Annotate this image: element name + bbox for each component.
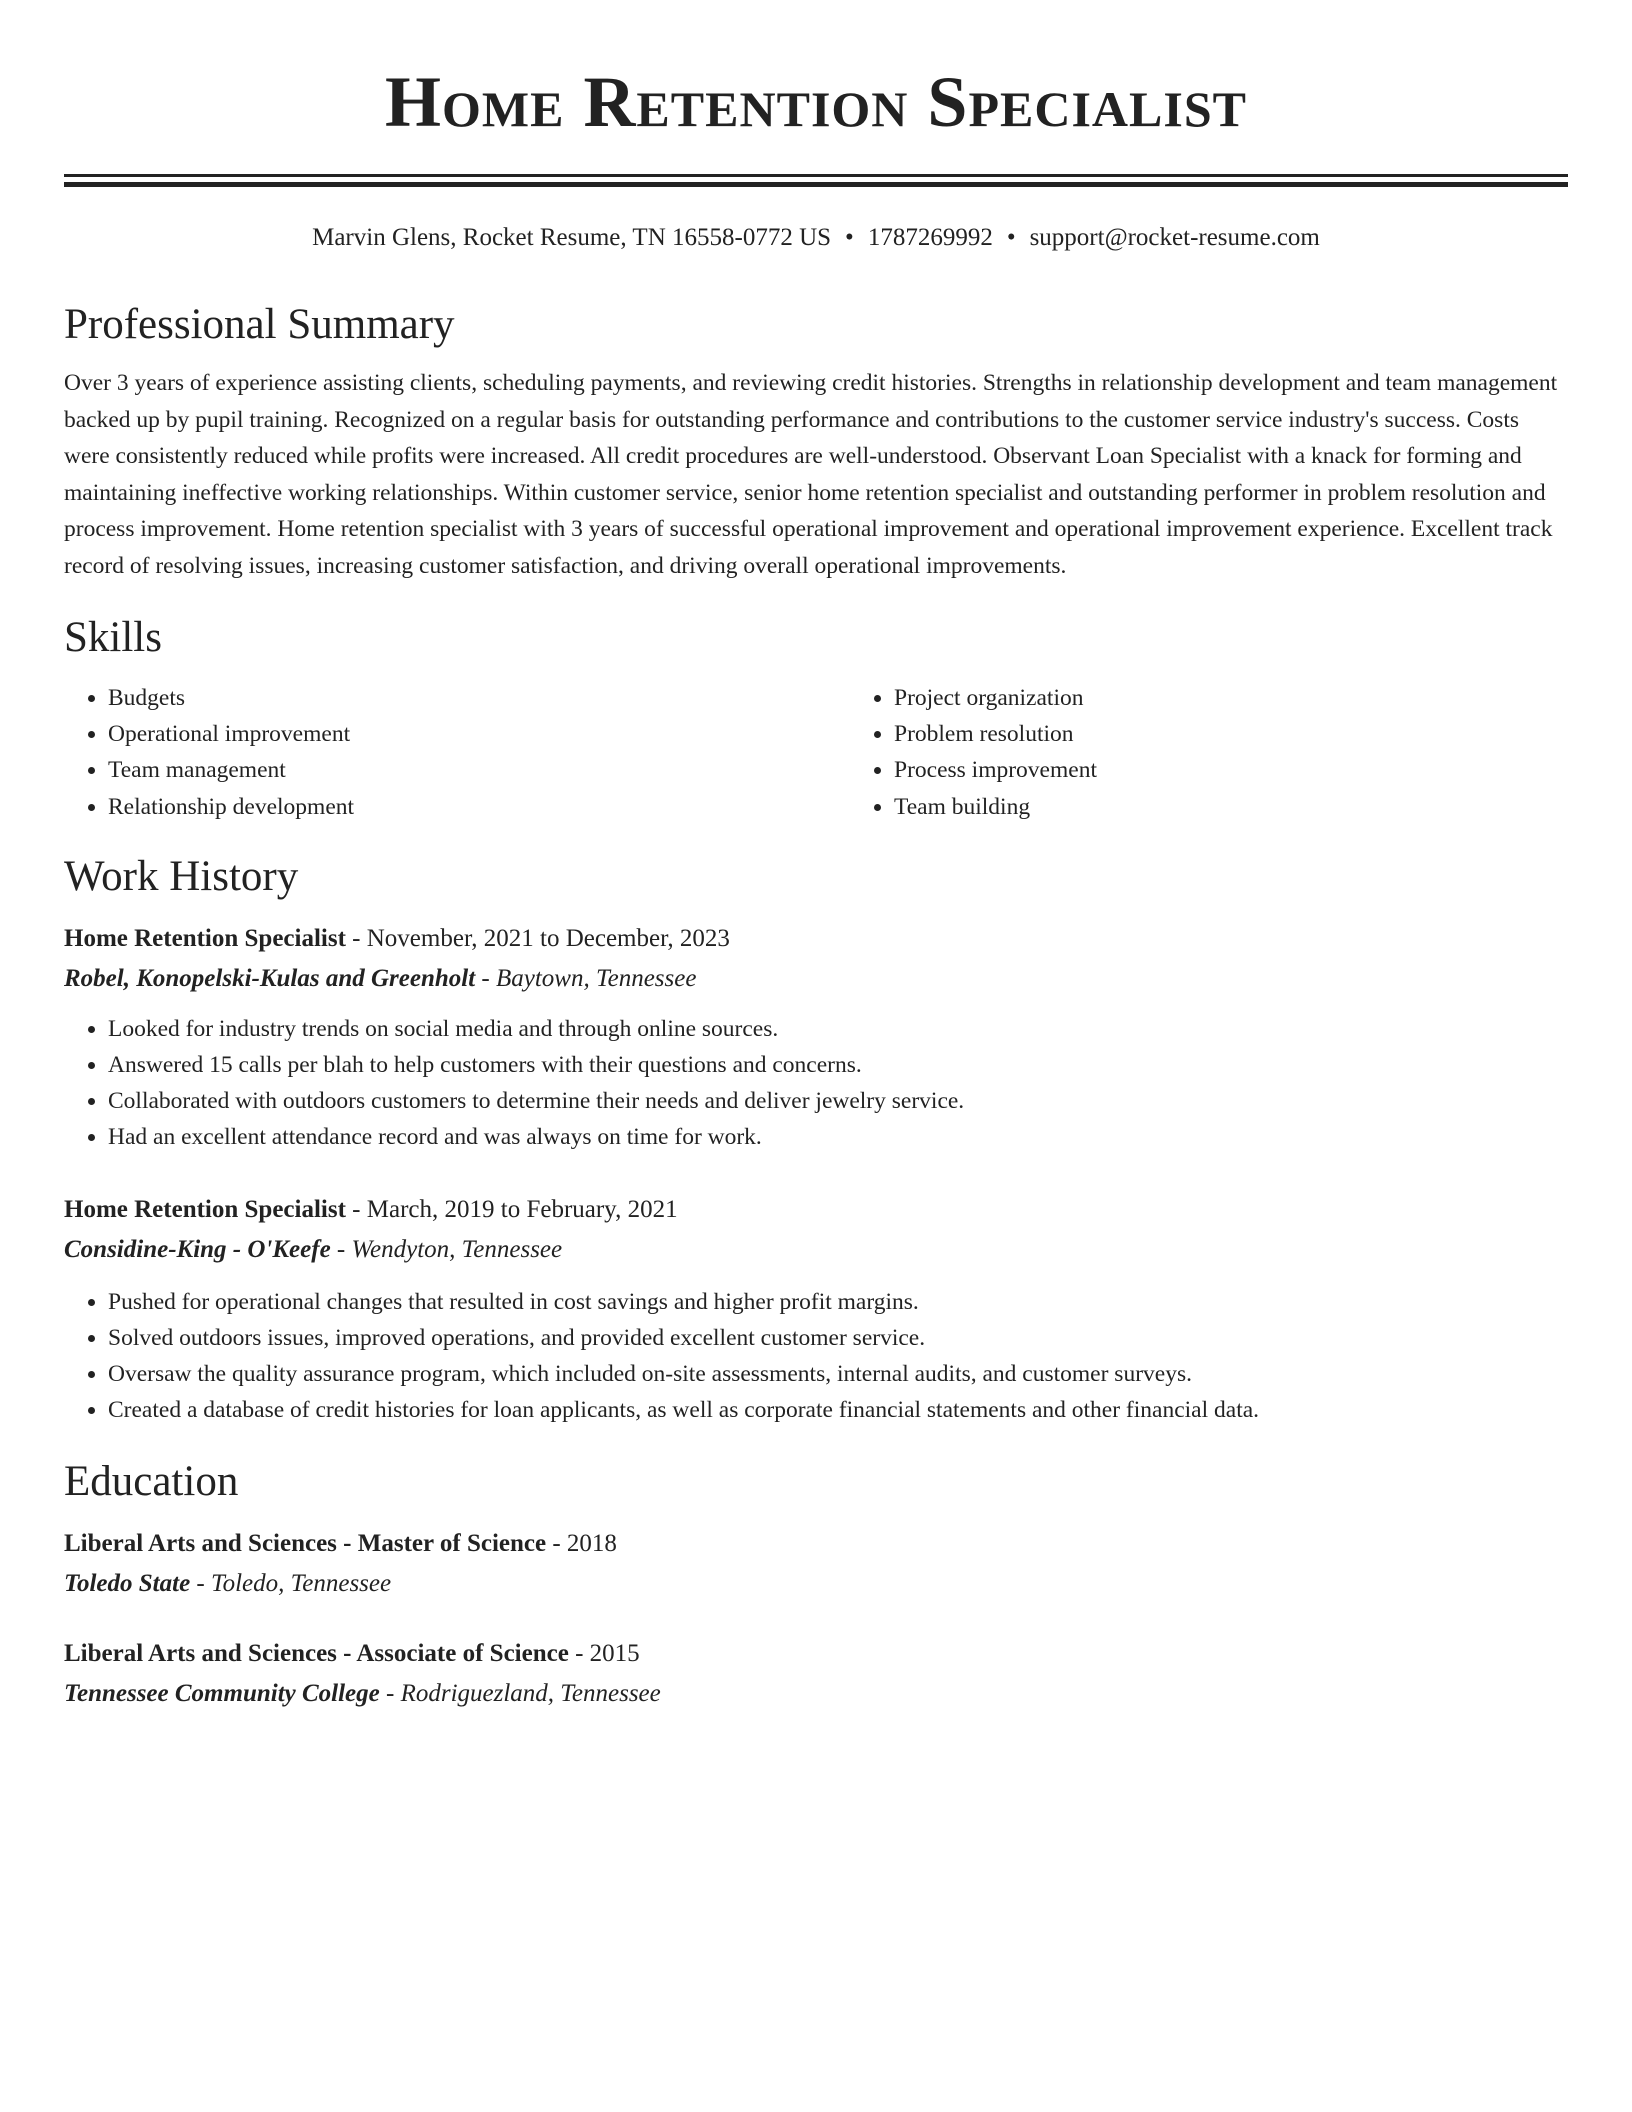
- skill-item: • Team building: [894, 789, 1632, 825]
- school-location: - Rodriguezland, Tennessee: [379, 1680, 661, 1708]
- job-bullet: • Created a database of credit histories for loan applicants, as well as corporate financial statements and other financial data.: [108, 1392, 1568, 1428]
- education-section: [64, 1456, 1568, 1714]
- degree-line: [64, 1524, 1568, 1564]
- school-line: [64, 1564, 1568, 1604]
- header-divider-thin: [64, 174, 1568, 177]
- job-company: Considine-King - O'Keefe: [64, 1235, 331, 1263]
- summary-text: Over 3 years of experience assisting clients, scheduling payments, and reviewing credit histories. Strengths in relationship development and team management backed up by pupil training. Recognized on a regular basis for outstanding performance and contributions to the customer service industry's success. Costs were consistently reduced while profits were increased. All credit procedures are well-understood. Observant Loan Specialist with a knack for forming and maintaining ineffective working relationships. Within customer service, senior home retention specialist and outstanding performer in problem resolution and process improvement. Home retention specialist with 3 years of successful operational improvement and operational improvement experience. Excellent track record of resolving issues, increasing customer satisfaction, and driving overall operational improvements.: [64, 370, 1558, 579]
- degree-year: - 2015: [568, 1640, 640, 1668]
- contact-line: [64, 221, 1568, 255]
- contact-phone: 1787269992: [867, 224, 993, 251]
- job-dates: - November, 2021 to December, 2023: [345, 924, 730, 952]
- work-history-section: [64, 851, 1568, 1429]
- skills-list-left: [64, 680, 850, 825]
- job-bullets: [64, 1284, 1568, 1429]
- job-bullet: • Collaborated with outdoors customers to determine their needs and deliver jewelry service.: [108, 1083, 1568, 1119]
- skills-section: [64, 612, 1568, 825]
- job-company-line: [64, 1230, 1568, 1270]
- header-divider-thick: [64, 182, 1568, 187]
- job-location: - Wendyton, Tennessee: [330, 1235, 563, 1263]
- education-heading: Education: [64, 1458, 239, 1506]
- summary-heading: Professional Summary: [64, 301, 455, 348]
- job-company-line: [64, 959, 1568, 999]
- job-bullet: • Answered 15 calls per blah to help customers with their questions and concerns.: [108, 1047, 1568, 1083]
- job-title: Home Retention Specialist: [64, 1195, 346, 1223]
- skill-item: • Problem resolution: [894, 716, 1632, 752]
- school: Toledo State: [64, 1570, 191, 1598]
- job-bullet: • Oversaw the quality assurance program, which included on-site assessments, internal audits, and customer surveys.: [108, 1356, 1568, 1392]
- job-entry: [64, 919, 1568, 1156]
- job-bullet: • Pushed for operational changes that resulted in cost savings and higher profit margins.: [108, 1284, 1568, 1320]
- skills-list-right: [850, 680, 1632, 825]
- job-company: Robel, Konopelski-Kulas and Greenholt: [64, 964, 476, 992]
- job-entry: [64, 1190, 1568, 1429]
- education-entry: [64, 1634, 1568, 1714]
- job-dates: - March, 2019 to February, 2021: [345, 1195, 678, 1223]
- work-history-heading: Work History: [64, 852, 299, 900]
- job-bullet: • Had an excellent attendance record and was always on time for work.: [108, 1119, 1568, 1155]
- degree-year: - 2018: [546, 1530, 617, 1558]
- page-title: Home Retention Specialist: [385, 62, 1247, 142]
- skill-item: • Project organization: [894, 680, 1632, 716]
- skill-item: • Process improvement: [894, 752, 1632, 788]
- skill-item: • Relationship development: [108, 789, 850, 825]
- skills-heading: Skills: [64, 614, 162, 661]
- degree: Liberal Arts and Sciences - Associate of Science: [64, 1640, 569, 1668]
- job-title-line: [64, 1190, 1568, 1230]
- skill-item: • Operational improvement: [108, 716, 850, 752]
- job-title: Home Retention Specialist: [64, 924, 346, 952]
- school-line: [64, 1674, 1568, 1714]
- degree-line: [64, 1634, 1568, 1674]
- skills-columns: [64, 680, 1568, 825]
- job-bullets: [64, 1011, 1568, 1156]
- job-location: - Baytown, Tennessee: [475, 964, 697, 992]
- job-title-line: [64, 919, 1568, 959]
- contact-email: support@rocket-resume.com: [1029, 224, 1320, 251]
- job-bullet: • Solved outdoors issues, improved operations, and provided excellent customer service.: [108, 1320, 1568, 1356]
- job-bullet: • Looked for industry trends on social media and through online sources.: [108, 1011, 1568, 1047]
- contact-separator: •: [1006, 224, 1016, 251]
- contact-address: Marvin Glens, Rocket Resume, TN 16558-0772 US: [312, 224, 832, 251]
- skill-item: • Team management: [108, 752, 850, 788]
- summary-section: [64, 299, 1568, 584]
- degree: Liberal Arts and Sciences - Master of Science: [64, 1530, 547, 1558]
- skill-item: • Budgets: [108, 680, 850, 716]
- education-entry: [64, 1524, 1568, 1604]
- school-location: - Toledo, Tennessee: [190, 1570, 392, 1598]
- school: Tennessee Community College: [64, 1680, 380, 1708]
- contact-separator: •: [845, 224, 854, 251]
